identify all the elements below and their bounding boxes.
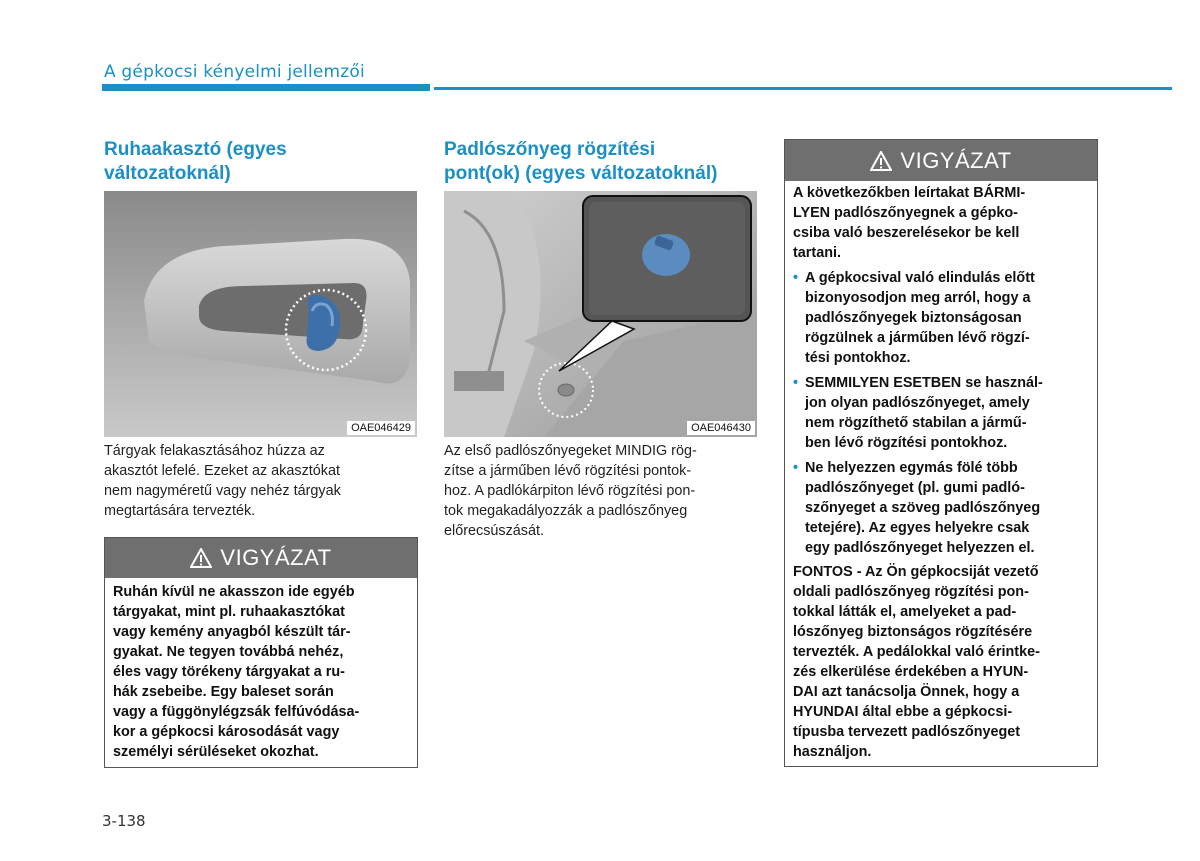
text-line: padlószőnyeget (pl. gumi padló- — [805, 480, 1025, 496]
section-title-floor-mat — [444, 138, 764, 186]
text-line: Ne helyezzen egymás fölé több — [805, 460, 1018, 476]
section-title-clothes-hanger — [104, 138, 424, 186]
warning-header — [105, 538, 417, 578]
bullet-dot-icon: • — [793, 375, 799, 391]
clothes-hanger-description — [104, 441, 417, 521]
warning-box-hanger — [104, 537, 418, 768]
warning-bullet — [793, 373, 1089, 453]
text-line: nem nagyméretű vagy nehéz tárgyak — [104, 483, 341, 499]
warning-intro — [793, 183, 1089, 263]
warning-bullet — [793, 268, 1089, 368]
section-title-line: pont(ok) (egyes változatoknál) — [444, 163, 718, 184]
text-line: típusba tervezett padlószőnyeget — [793, 724, 1021, 740]
text-line: rögzülnek a járműben lévő rögzí- — [805, 330, 1030, 346]
text-line: zés elkerülése érdekében a HYUN- — [793, 664, 1029, 680]
header-rule-thin — [434, 87, 1172, 90]
text-line: A gépkocsival való elindulás előtt — [805, 270, 1035, 286]
text-line: nem rögzíthető stabilan a jármű- — [805, 415, 1027, 431]
warning-box-floor-mat — [784, 139, 1098, 767]
text-line: tervezték. A pedálokkal való érintke- — [793, 644, 1040, 660]
text-line: kor a gépkocsi károsodását vagy — [113, 724, 340, 740]
warning-label: VIGYÁZAT — [900, 147, 1012, 173]
text-line: SEMMILYEN ESETBEN se használ- — [805, 375, 1043, 391]
text-line: vagy a függönylégzsák felfúvódása- — [113, 704, 360, 720]
text-line: szőnyeget a szöveg padlószőnyeg — [805, 500, 1041, 516]
clothes-hanger-illustration — [104, 191, 417, 437]
bullet-dot-icon: • — [793, 460, 799, 476]
floor-mat-anchor-figure — [444, 191, 757, 437]
bullet-dot-icon: • — [793, 270, 799, 286]
text-line: személyi sérüléseket okozhat. — [113, 744, 319, 760]
text-line: jon olyan padlószőnyeget, amely — [805, 395, 1030, 411]
warning-label: VIGYÁZAT — [220, 545, 332, 570]
section-title-line: változatoknál) — [104, 163, 231, 184]
warning-bullet — [793, 458, 1089, 558]
text-line: tárgyakat, mint pl. ruhaakasztókat — [113, 604, 345, 620]
text-line: tési pontokhoz. — [805, 350, 911, 366]
warning-triangle-icon — [870, 151, 892, 171]
text-line: hoz. A padlókárpiton lévő rögzítési pon- — [444, 483, 696, 499]
figure-code: OAE046430 — [687, 421, 755, 435]
text-line: DAI azt tanácsolja Önnek, hogy a — [793, 684, 1020, 700]
warning-text — [105, 578, 417, 762]
text-line: tokkal látták el, amelyeket a pad- — [793, 604, 1017, 620]
figure-code: OAE046429 — [347, 421, 415, 435]
text-line: éles vagy törékeny tárgyakat a ru- — [113, 664, 345, 680]
floor-mat-illustration — [444, 191, 757, 437]
section-title-line: Ruhaakasztó (egyes — [104, 139, 287, 160]
text-line: akasztót lefelé. Ezeket az akasztókat — [104, 463, 340, 479]
clothes-hanger-figure — [104, 191, 417, 437]
text-line: tok megakadályozzák a padlószőnyeg — [444, 503, 688, 519]
text-line: csiba való beszerelésekor be kell — [793, 225, 1020, 241]
text-line: egy padlószőnyeget helyezzen el. — [805, 540, 1035, 556]
text-line: padlószőnyegek biztonságosan — [805, 310, 1022, 326]
chapter-title: A gépkocsi kényelmi jellemzői — [104, 62, 365, 82]
warning-text — [785, 181, 1097, 762]
text-line: előrecsúszását. — [444, 523, 544, 539]
text-line: A következőkben leírtakat BÁRMI- — [793, 185, 1026, 201]
floor-mat-description — [444, 441, 757, 541]
text-line: oldali padlószőnyeg rögzítési pon- — [793, 584, 1029, 600]
text-line: bizonyosodjon meg arról, hogy a — [805, 290, 1031, 306]
text-line: Tárgyak felakasztásához húzza az — [104, 443, 325, 459]
text-line: Az első padlószőnyegeket MINDIG rög- — [444, 443, 697, 459]
text-line: Ruhán kívül ne akasszon ide egyéb — [113, 584, 355, 600]
warning-important-note — [793, 562, 1089, 762]
text-line: tartani. — [793, 245, 841, 261]
text-line: hák zsebeibe. Egy baleset során — [113, 684, 334, 700]
text-line: megtartására tervezték. — [104, 503, 256, 519]
text-line: ben lévő rögzítési pontokhoz. — [805, 435, 1008, 451]
text-line: gyakat. Ne tegyen továbbá nehéz, — [113, 644, 344, 660]
warning-header — [785, 140, 1097, 181]
text-line: vagy kemény anyagból készült tár- — [113, 624, 351, 640]
header-rule-thick — [102, 84, 430, 91]
text-line: FONTOS - Az Ön gépkocsiját vezető — [793, 564, 1039, 580]
text-line: tetejére). Az egyes helyekre csak — [805, 520, 1030, 536]
section-title-line: Padlószőnyeg rögzítési — [444, 139, 656, 160]
text-line: lószőnyeg biztonságos rögzítésére — [793, 624, 1033, 640]
text-line: zítse a járműben lévő rögzítési pontok- — [444, 463, 692, 479]
text-line: HYUNDAI által ebbe a gépkocsi- — [793, 704, 1013, 720]
text-line: használjon. — [793, 744, 872, 760]
text-line: LYEN padlószőnyegnek a gépko- — [793, 205, 1018, 221]
page-number: 3-138 — [102, 812, 146, 830]
warning-triangle-icon — [190, 548, 212, 568]
